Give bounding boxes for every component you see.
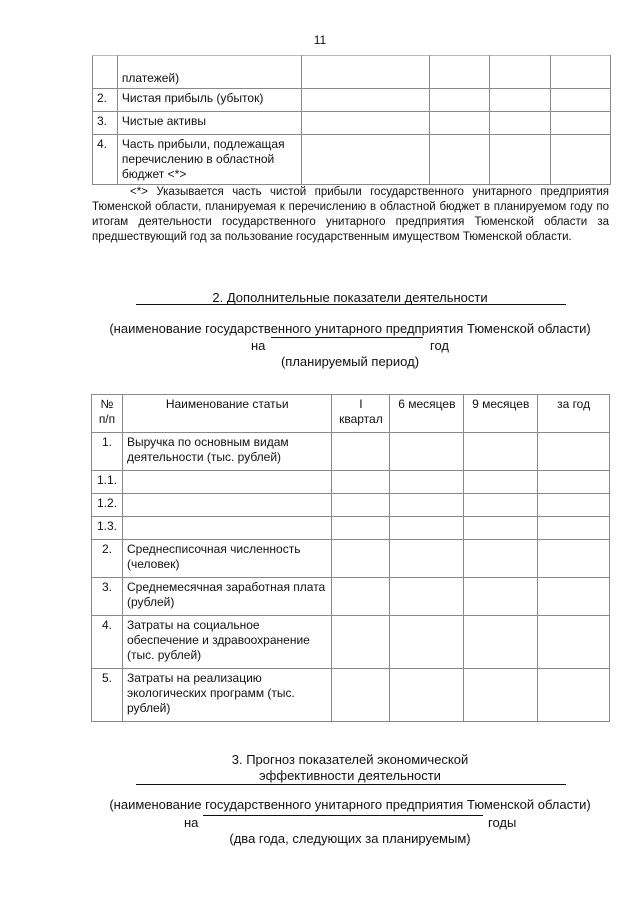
table-row [93,56,611,89]
value-cell [464,540,538,578]
value-cell [332,540,390,578]
enterprise-name-line [136,304,566,305]
header-q1: I квартал [332,395,390,433]
header-year: за год [538,395,610,433]
row-name: Затраты на реализацию экологических программ (тыс. рублей) [122,669,331,722]
table-row [92,471,610,494]
value-cell [538,494,610,517]
row-name: Чистая прибыль (убыток) [117,89,301,112]
value-cell [464,616,538,669]
value-cell [332,471,390,494]
table-row [93,135,611,185]
row-num: 2. [92,540,123,578]
value-cell [464,433,538,471]
value-cell [302,112,430,135]
enterprise-name-line [136,784,566,785]
value-cell [332,669,390,722]
header-6m: 6 месяцев [390,395,464,433]
row-name [122,517,331,540]
value-cell [390,616,464,669]
section2-period-caption: (планируемый период) [280,354,420,369]
value-cell [538,471,610,494]
table-row [92,494,610,517]
value-cell [332,494,390,517]
row-name: Среднесписочная численность (человек) [122,540,331,578]
footnote [92,185,609,245]
value-cell [490,112,550,135]
section2-title: 2. Дополнительные показатели деятельности [212,290,488,305]
for-label: на [184,815,199,830]
header-num: № п/п [92,395,123,433]
row-name: Чистые активы [117,112,301,135]
value-cell [464,517,538,540]
value-cell [429,56,489,89]
value-cell [464,471,538,494]
table-row [93,89,611,112]
row-num: 4. [93,135,118,185]
row-num [93,56,118,89]
value-cell [550,112,610,135]
value-cell [332,433,390,471]
value-cell [332,517,390,540]
page-number: 11 [313,33,327,47]
year-label: год [430,338,449,353]
value-cell [550,135,610,185]
row-num: 5. [92,669,123,722]
value-cell [490,89,550,112]
period-line [271,337,423,338]
value-cell [302,56,430,89]
section3-period-caption: (два года, следующих за планируемым) [229,831,471,846]
row-name: Среднемесячная заработная плата (рублей) [122,578,331,616]
header-name: Наименование статьи [122,395,331,433]
section3-title-line1: 3. Прогноз показателей экономической [231,752,469,767]
value-cell [332,578,390,616]
footnote-text: <*> Указывается часть чистой прибыли государственного унитарного предприятия Тюменской области, планируемая к перечислению в областной бюджет в планируемом году по итогам деятельности государственного унитарного предприятия Тюменской области за предшествующий год за пользование государственным имуществом Тюменской области. [92,186,609,243]
row-num: 3. [93,112,118,135]
table-row [92,540,610,578]
value-cell [550,89,610,112]
row-name: Выручка по основным видам деятельности (тыс. рублей) [122,433,331,471]
value-cell [302,89,430,112]
value-cell [538,578,610,616]
value-cell [429,112,489,135]
table-row [93,112,611,135]
table-row [92,669,610,722]
row-num: 4. [92,616,123,669]
table-row [92,616,610,669]
table-row [92,578,610,616]
row-name [122,494,331,517]
table-row [92,433,610,471]
value-cell [302,135,430,185]
value-cell [490,56,550,89]
row-num: 1.3. [92,517,123,540]
period-line [203,815,483,816]
financial-indicators-table-continued [92,55,611,185]
for-label: на [251,338,266,353]
value-cell [429,135,489,185]
value-cell [550,56,610,89]
row-name [122,471,331,494]
value-cell [332,616,390,669]
value-cell [538,517,610,540]
row-name: платежей) [117,56,301,89]
value-cell [464,669,538,722]
value-cell [390,578,464,616]
value-cell [390,669,464,722]
value-cell [464,578,538,616]
row-num: 3. [92,578,123,616]
value-cell [390,517,464,540]
section3-title-line2: эффективности деятельности [259,768,441,783]
row-num: 2. [93,89,118,112]
section2-name-caption: (наименование государственного унитарного предприятия Тюменской области) [109,321,591,336]
section3-name-caption: (наименование государственного унитарного предприятия Тюменской области) [109,797,591,812]
header-9m: 9 месяцев [464,395,538,433]
row-num: 1. [92,433,123,471]
row-name: Затраты на социальное обеспечение и здравоохранение (тыс. рублей) [122,616,331,669]
value-cell [490,135,550,185]
additional-indicators-table [91,394,610,722]
value-cell [390,471,464,494]
row-name: Часть прибыли, подлежащая перечислению в областной бюджет <*> [117,135,301,185]
value-cell [538,616,610,669]
value-cell [390,433,464,471]
value-cell [464,494,538,517]
value-cell [390,494,464,517]
value-cell [538,540,610,578]
value-cell [538,669,610,722]
value-cell [538,433,610,471]
row-num: 1.1. [92,471,123,494]
header-row [92,395,610,433]
value-cell [429,89,489,112]
table-row [92,517,610,540]
row-num: 1.2. [92,494,123,517]
value-cell [390,540,464,578]
years-label: годы [488,815,517,830]
